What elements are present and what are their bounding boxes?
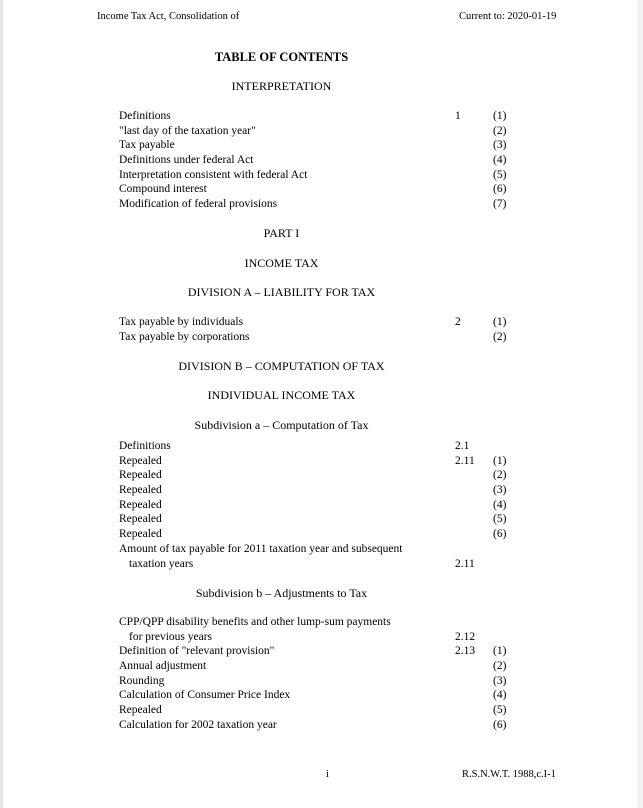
statute-reference: R.S.N.W.T. 1988,c.I-1 bbox=[462, 769, 556, 780]
entry-label: Definition of "relevant provision" bbox=[119, 645, 275, 658]
entry-section: 2.1 bbox=[455, 440, 470, 452]
entry-subsection: (4) bbox=[493, 154, 507, 167]
toc-entry[interactable] bbox=[119, 703, 519, 718]
entry-subsection: (4) bbox=[493, 498, 507, 511]
toc-entry[interactable] bbox=[119, 498, 519, 513]
entry-subsection: (3) bbox=[493, 674, 507, 687]
entry-subsection: (6) bbox=[493, 528, 507, 541]
entry-subsection: (1) bbox=[493, 110, 507, 122]
heading-interpretation: INTERPRETATION bbox=[231, 79, 332, 93]
entry-label: Modification of federal provisions bbox=[119, 198, 278, 211]
toc-entry[interactable] bbox=[119, 512, 519, 527]
heading-individual-income-tax: INDIVIDUAL INCOME TAX bbox=[207, 388, 356, 402]
entry-label: for previous years bbox=[129, 630, 213, 643]
entry-label: Definitions bbox=[119, 110, 171, 122]
entry-subsection: (2) bbox=[493, 124, 507, 137]
toc-entry[interactable] bbox=[119, 109, 519, 124]
entry-subsection: (3) bbox=[493, 139, 507, 152]
heading-income-tax: INCOME TAX bbox=[244, 256, 319, 270]
entry-subsection: (2) bbox=[493, 660, 507, 673]
entry-label: Repealed bbox=[119, 469, 162, 482]
toc-entry[interactable] bbox=[119, 315, 519, 330]
entry-label: CPP/QPP disability benefits and other lump-sum payments bbox=[119, 616, 391, 628]
entry-label: Rounding bbox=[119, 674, 165, 687]
entry-label: Calculation for 2002 taxation year bbox=[119, 718, 277, 731]
entry-label: Tax payable bbox=[119, 139, 175, 152]
running-header-title: Income Tax Act, Consolidation of bbox=[97, 11, 240, 22]
toc-entry[interactable] bbox=[119, 124, 519, 139]
entry-label: "last day of the taxation year" bbox=[119, 124, 256, 137]
entry-label: Repealed bbox=[119, 704, 162, 717]
entry-label: Annual adjustment bbox=[119, 660, 207, 673]
entry-subsection: (1) bbox=[493, 645, 507, 658]
toc-entry[interactable] bbox=[119, 542, 519, 557]
toc-section-division-a bbox=[119, 315, 519, 344]
heading-subdivision-a: Subdivision a – Computation of Tax bbox=[194, 418, 369, 432]
toc-entry[interactable] bbox=[119, 615, 519, 630]
toc-section-interpretation bbox=[119, 109, 519, 212]
toc-entry[interactable] bbox=[119, 644, 519, 659]
heading-subdivision-b: Subdivision b – Adjustments to Tax bbox=[195, 586, 368, 600]
toc-entry[interactable] bbox=[119, 483, 519, 498]
entry-subsection: (2) bbox=[493, 330, 507, 343]
entry-subsection: (5) bbox=[493, 513, 507, 526]
entry-section: 2.13 bbox=[455, 645, 476, 658]
entry-label: Repealed bbox=[119, 528, 162, 541]
entry-label: Repealed bbox=[119, 498, 162, 511]
toc-section-subdivision-b bbox=[119, 615, 519, 733]
entry-subsection: (7) bbox=[493, 198, 507, 211]
toc-entry[interactable] bbox=[119, 182, 519, 197]
entry-label: Repealed bbox=[119, 513, 162, 526]
entry-subsection: (4) bbox=[493, 689, 507, 702]
entry-section: 2 bbox=[455, 316, 461, 328]
toc-entry[interactable] bbox=[119, 557, 519, 572]
toc-title: TABLE OF CONTENTS bbox=[214, 50, 349, 64]
entry-label: Definitions under federal Act bbox=[119, 154, 254, 167]
entry-label: taxation years bbox=[129, 557, 194, 570]
entry-subsection: (1) bbox=[493, 454, 507, 467]
entry-label: Tax payable by individuals bbox=[119, 316, 244, 328]
toc-entry[interactable] bbox=[119, 439, 519, 454]
entry-label: Definitions bbox=[119, 440, 171, 452]
toc-entry[interactable] bbox=[119, 138, 519, 153]
toc-entry[interactable] bbox=[119, 454, 519, 469]
toc-entry[interactable] bbox=[119, 153, 519, 168]
entry-label: Interpretation consistent with federal Act bbox=[119, 168, 308, 181]
entry-label: Calculation of Consumer Price Index bbox=[119, 689, 291, 702]
running-header-date: Current to: 2020-01-19 bbox=[459, 11, 557, 22]
toc-entry[interactable] bbox=[119, 468, 519, 483]
entry-label: Repealed bbox=[119, 484, 162, 497]
page-number: i bbox=[326, 769, 329, 780]
toc-entry[interactable] bbox=[119, 630, 519, 645]
entry-subsection: (5) bbox=[493, 704, 507, 717]
entry-label: Compound interest bbox=[119, 183, 207, 196]
entry-section: 2.12 bbox=[455, 630, 476, 643]
entry-subsection: (3) bbox=[493, 484, 507, 497]
entry-subsection: (6) bbox=[493, 183, 507, 196]
toc-entry[interactable] bbox=[119, 674, 519, 689]
toc-entry[interactable] bbox=[119, 197, 519, 212]
heading-part: PART I bbox=[263, 226, 300, 240]
page-right-edge bbox=[637, 0, 643, 808]
toc-section-subdivision-a bbox=[119, 439, 519, 571]
entry-label: Repealed bbox=[119, 454, 162, 467]
entry-label: Tax payable by corporations bbox=[119, 330, 250, 343]
entry-subsection: (5) bbox=[493, 168, 507, 181]
page-left-edge bbox=[0, 0, 3, 808]
toc-entry[interactable] bbox=[119, 659, 519, 674]
entry-section: 2.11 bbox=[455, 557, 475, 570]
toc-entry[interactable] bbox=[119, 168, 519, 183]
toc-entry[interactable] bbox=[119, 330, 519, 345]
entry-label: Amount of tax payable for 2011 taxation year and subsequent bbox=[119, 542, 403, 555]
heading-division-b: DIVISION B – COMPUTATION OF TAX bbox=[178, 359, 385, 373]
entry-subsection: (1) bbox=[493, 316, 507, 328]
entry-section: 2.11 bbox=[455, 454, 475, 467]
toc-entry[interactable] bbox=[119, 527, 519, 542]
toc-entry[interactable] bbox=[119, 718, 519, 733]
heading-division-a: DIVISION A – LIABILITY FOR TAX bbox=[187, 285, 376, 299]
entry-section: 1 bbox=[455, 110, 461, 122]
entry-subsection: (6) bbox=[493, 718, 507, 731]
entry-subsection: (2) bbox=[493, 469, 507, 482]
toc-entry[interactable] bbox=[119, 688, 519, 703]
